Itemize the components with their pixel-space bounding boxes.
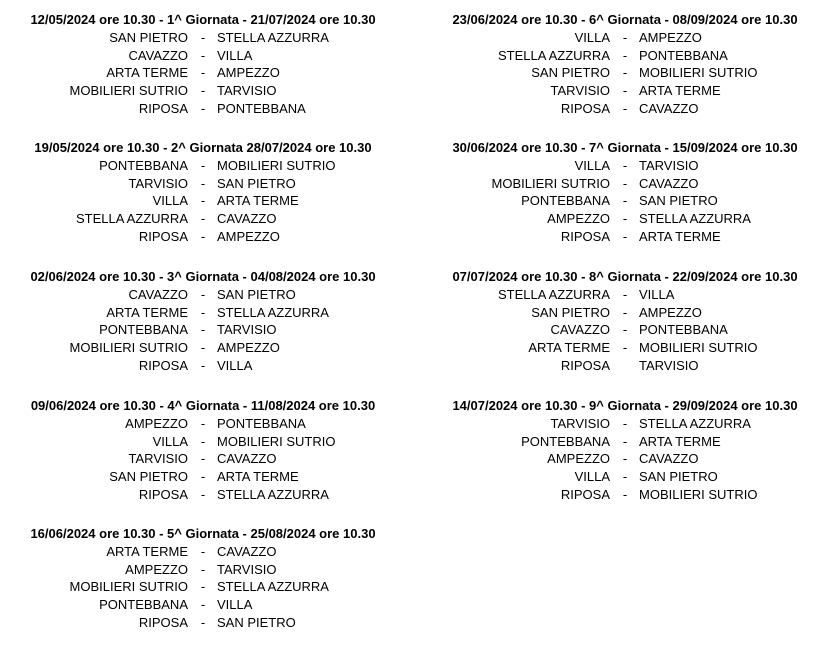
match-row [18,614,388,632]
home-team: RIPOSA [560,228,610,244]
away-team: TARVISIO [639,158,699,173]
match-row [18,175,388,193]
match-row [440,100,810,118]
home-team: RIPOSA [138,486,188,502]
round-heading: 30/06/2024 ore 10.30 - 7^ Giornata - 15/09/2024 ore 10.30 [452,140,798,155]
match-row [440,157,810,175]
away-team: VILLA [217,47,253,63]
away-team: MOBILIERI SUTRIO [217,433,336,449]
home-team: PONTEBBANA [521,433,610,449]
match-separator: - [622,83,628,99]
match-separator: - [200,228,206,244]
home-team: PONTEBBANA [99,158,188,173]
match-row [18,578,388,596]
match-separator: - [622,287,628,302]
home-team: SAN PIETRO [531,304,610,320]
match-separator: - [200,579,206,595]
away-team: STELLA AZZURRA [639,211,751,227]
away-team: SAN PIETRO [639,193,718,209]
away-team: SAN PIETRO [639,469,718,485]
away-team: TARVISIO [217,322,277,338]
match-row [18,82,388,100]
match-separator: - [200,287,206,302]
away-team: STELLA AZZURRA [217,30,329,45]
match-separator: - [200,211,206,227]
round-block [18,139,388,245]
home-team: AMPEZZO [547,211,610,227]
home-team: AMPEZZO [125,416,188,431]
match-separator: - [200,451,206,467]
away-team: SAN PIETRO [217,614,296,630]
home-team: STELLA AZZURRA [498,47,610,63]
away-team: AMPEZZO [217,340,280,356]
home-team: VILLA [152,193,188,209]
away-team: VILLA [217,357,253,373]
away-team: VILLA [217,597,253,613]
away-team: PONTEBBANA [217,416,306,431]
match-separator: - [200,357,206,373]
away-team: VILLA [639,287,675,302]
match-separator: - [622,211,628,227]
home-team: VILLA [574,158,610,173]
home-team: MOBILIERI SUTRIO [69,83,188,99]
away-team: AMPEZZO [217,65,280,81]
away-team: ARTA TERME [217,469,299,485]
match-row [18,596,388,614]
round-heading: 09/06/2024 ore 10.30 - 4^ Giornata - 11/08/2024 ore 10.30 [30,398,376,413]
match-row [440,29,810,47]
round-block [18,11,388,117]
home-team: MOBILIERI SUTRIO [69,579,188,595]
home-team: AMPEZZO [125,561,188,577]
match-separator: - [200,544,206,559]
match-separator: - [622,193,628,209]
home-team: ARTA TERME [106,544,188,559]
match-separator: - [200,175,206,191]
match-row [440,47,810,65]
home-team: CAVAZZO [550,322,610,338]
away-team: ARTA TERME [639,228,721,244]
match-row [440,357,810,375]
home-team: RIPOSA [138,228,188,244]
match-separator: - [200,561,206,577]
match-separator: - [622,158,628,173]
match-separator: - [622,451,628,467]
round-heading: 19/05/2024 ore 10.30 - 2^ Giornata 28/07/2024 ore 10.30 [34,140,372,155]
match-row [18,157,388,175]
away-team: CAVAZZO [639,451,699,467]
away-team: TARVISIO [639,357,699,373]
away-team: CAVAZZO [639,100,699,116]
away-team: AMPEZZO [217,228,280,244]
away-team: STELLA AZZURRA [217,304,329,320]
home-team: SAN PIETRO [109,469,188,485]
match-row [18,304,388,322]
home-team: MOBILIERI SUTRIO [69,340,188,356]
round-heading: 07/07/2024 ore 10.30 - 8^ Giornata - 22/09/2024 ore 10.30 [452,269,798,284]
match-row [18,357,388,375]
round-block [440,268,810,374]
match-separator: - [200,416,206,431]
match-row [18,450,388,468]
match-row [18,321,388,339]
away-team: PONTEBBANA [217,100,306,116]
home-team: TARVISIO [550,83,610,99]
match-row [18,433,388,451]
home-team: RIPOSA [138,357,188,373]
match-row [18,228,388,246]
match-separator: - [622,65,628,81]
away-team: AMPEZZO [639,304,702,320]
match-row [18,339,388,357]
match-separator: - [622,469,628,485]
home-team: AMPEZZO [547,451,610,467]
away-team: ARTA TERME [217,193,299,209]
match-separator: - [200,486,206,502]
home-team: STELLA AZZURRA [498,287,610,302]
match-separator: - [200,100,206,116]
match-row [440,175,810,193]
round-block [440,11,810,117]
match-row [18,561,388,579]
home-team: RIPOSA [138,614,188,630]
away-team: CAVAZZO [217,211,277,227]
match-row [18,543,388,561]
away-team: PONTEBBANA [639,47,728,63]
match-separator: - [622,175,628,191]
match-row [440,228,810,246]
home-team: TARVISIO [128,175,188,191]
away-team: CAVAZZO [217,544,277,559]
away-team: STELLA AZZURRA [217,579,329,595]
match-separator: - [200,83,206,99]
round-block [18,397,388,503]
home-team: RIPOSA [138,100,188,116]
home-team: CAVAZZO [128,47,188,63]
match-separator: - [622,30,628,45]
home-team: ARTA TERME [106,304,188,320]
match-separator: - [200,47,206,63]
away-team: ARTA TERME [639,83,721,99]
match-separator: - [622,433,628,449]
round-heading: 16/06/2024 ore 10.30 - 5^ Giornata - 25/08/2024 ore 10.30 [30,526,376,541]
home-team: SAN PIETRO [109,30,188,45]
round-block [18,525,388,631]
home-team: MOBILIERI SUTRIO [491,175,610,191]
match-separator: - [200,65,206,81]
home-team: ARTA TERME [528,340,610,356]
match-separator: - [622,100,628,116]
match-row [440,192,810,210]
match-separator: - [622,416,628,431]
home-team: RIPOSA [560,100,610,116]
match-separator: - [622,228,628,244]
match-separator: - [200,30,206,45]
home-team: CAVAZZO [128,287,188,302]
match-separator: - [622,304,628,320]
round-heading: 23/06/2024 ore 10.30 - 6^ Giornata - 08/09/2024 ore 10.30 [452,12,798,27]
home-team: STELLA AZZURRA [76,211,188,227]
match-row [18,486,388,504]
match-separator: - [200,158,206,173]
match-separator: - [622,322,628,338]
away-team: STELLA AZZURRA [639,416,751,431]
away-team: CAVAZZO [217,451,277,467]
home-team: PONTEBBANA [99,597,188,613]
home-team: VILLA [574,469,610,485]
away-team: SAN PIETRO [217,287,296,302]
match-row [440,415,810,433]
match-row [440,210,810,228]
away-team: TARVISIO [217,561,277,577]
match-row [440,286,810,304]
home-team: SAN PIETRO [531,65,610,81]
away-team: MOBILIERI SUTRIO [217,158,336,173]
match-row [440,64,810,82]
match-row [440,486,810,504]
match-row [440,82,810,100]
match-row [440,468,810,486]
away-team: ARTA TERME [639,433,721,449]
match-row [18,468,388,486]
match-separator: - [200,433,206,449]
round-heading: 02/06/2024 ore 10.30 - 3^ Giornata - 04/08/2024 ore 10.30 [30,269,376,284]
home-team: VILLA [574,30,610,45]
away-team: SAN PIETRO [217,175,296,191]
away-team: CAVAZZO [639,175,699,191]
match-separator: - [200,193,206,209]
home-team: RIPOSA [560,357,610,373]
match-row [440,450,810,468]
away-team: TARVISIO [217,83,277,99]
away-team: AMPEZZO [639,30,702,45]
match-separator: - [200,340,206,356]
match-separator: - [200,322,206,338]
home-team: RIPOSA [560,486,610,502]
match-separator: - [622,47,628,63]
match-row [440,339,810,357]
match-row [440,304,810,322]
away-team: PONTEBBANA [639,322,728,338]
away-team: MOBILIERI SUTRIO [639,340,758,356]
home-team: TARVISIO [128,451,188,467]
match-row [18,286,388,304]
match-row [18,415,388,433]
home-team: TARVISIO [550,416,610,431]
home-team: PONTEBBANA [99,322,188,338]
home-team: VILLA [152,433,188,449]
match-row [18,29,388,47]
match-row [18,47,388,65]
home-team: PONTEBBANA [521,193,610,209]
match-separator: - [200,304,206,320]
round-block [440,139,810,245]
match-row [18,100,388,118]
round-block [18,268,388,374]
round-heading: 12/05/2024 ore 10.30 - 1^ Giornata - 21/07/2024 ore 10.30 [30,12,376,27]
match-row [440,433,810,451]
match-row [18,192,388,210]
match-separator: - [200,469,206,485]
away-team: STELLA AZZURRA [217,486,329,502]
away-team: MOBILIERI SUTRIO [639,486,758,502]
match-separator: - [200,614,206,630]
match-separator: - [622,340,628,356]
away-team: MOBILIERI SUTRIO [639,65,758,81]
round-block [440,397,810,503]
match-row [18,64,388,82]
home-team: ARTA TERME [106,65,188,81]
round-heading: 14/07/2024 ore 10.30 - 9^ Giornata - 29/09/2024 ore 10.30 [452,398,798,413]
match-separator: - [200,597,206,613]
match-separator: - [622,486,628,502]
match-row [18,210,388,228]
match-row [440,321,810,339]
